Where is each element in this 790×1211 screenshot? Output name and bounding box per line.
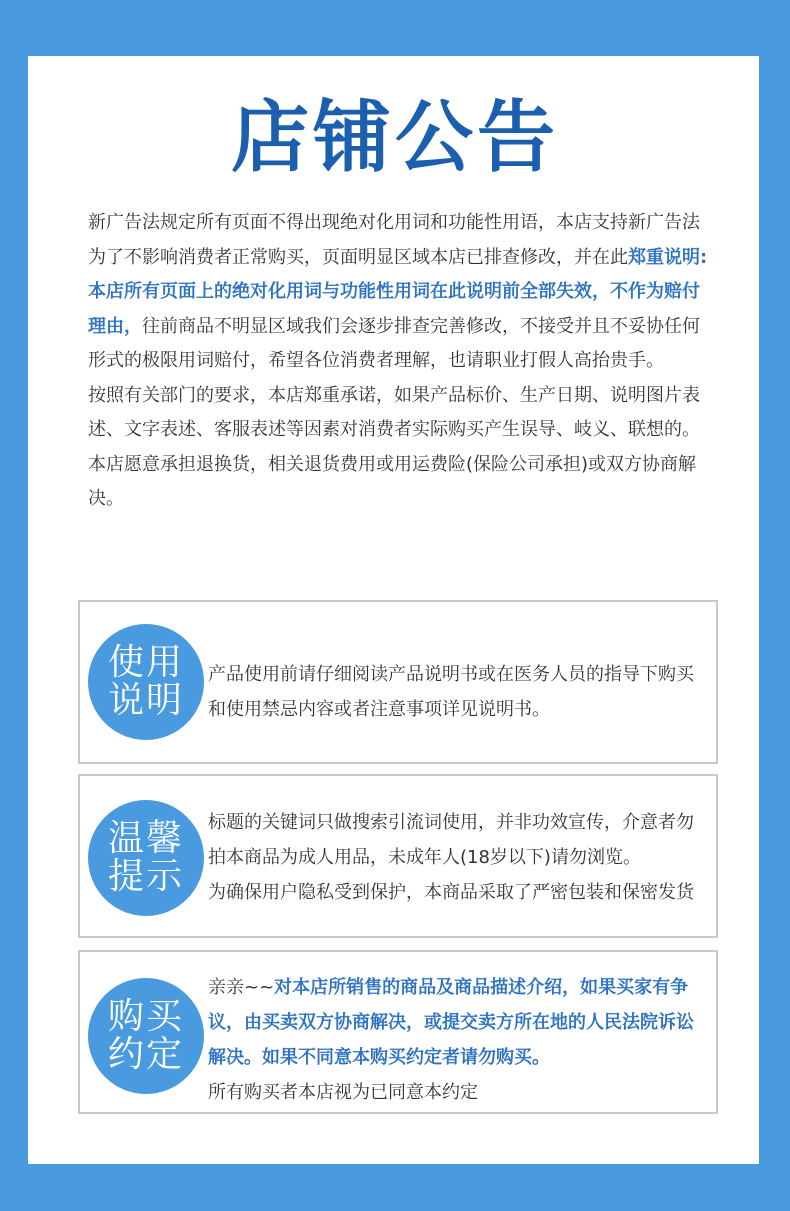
tips-text-paragraph-2: 为确保用户隐私受到保护，本商品采取了严密包装和保密发货 [208,882,694,903]
agreement-text [208,970,708,1110]
agreement-badge-line1: 购买 [107,996,184,1037]
intro-p1-start: 新广告法规定所有页面不得出现绝对化用词和功能性用语，本店支持新广告法为了不影响消费者正常购买，页面明显区域本店已排查修改，并在此 [88,212,700,268]
intro-paragraph-2: 按照有关部门的要求，本店郑重承诺，如果产品标价、生产日期、说明图片表述、文字表述、客服表述等因素对消费者实际购买产生误导、岐义、联想的。本店愿意承担退换货，相关退货费用或用运费险(保险公司承担)或双方协商解决。 [88,384,700,509]
agreement-badge-line2: 约定 [107,1034,184,1075]
intro-p1-end: 往前商品不明显区域我们会逐步排查完善修改，不接受并且不妥协任何形式的极限用词赔付，希望各位消费者理解，也请职业打假人高抬贵手。 [88,315,700,371]
intro-text [88,206,710,517]
agreement-box [78,950,718,1114]
tips-badge [88,800,204,916]
page-title: 店铺公告 [230,93,559,183]
tips-box [78,774,718,938]
usage-badge-line1: 使用 [107,642,184,683]
intro-p1-highlight: 郑重说明:本店所有页面上的绝对化用词与功能性用词在此说明前全部失效，不作为赔付理由， [88,246,708,337]
tips-badge-line1: 温馨 [107,818,184,859]
tips-text [208,805,708,910]
usage-text-paragraph: 产品使用前请仔细阅读产品说明书或在医务人员的指导下购买和使用禁忌内容或者注意事项详见说明书。 [208,664,694,720]
agreement-badge [88,978,204,1094]
usage-badge [88,624,204,740]
agreement-text-prefix: 亲亲~~ [208,977,275,998]
intro-paragraph-1 [88,206,710,379]
tips-text-paragraph-1: 标题的关键词只做搜索引流词使用，并非功效宣传，介意者勿拍本商品为成人用品，未成年人(18岁以下)请勿浏览。 [208,812,694,868]
usage-text [208,657,708,727]
usage-box [78,600,718,764]
agreement-text-paragraph-1 [208,970,708,1075]
usage-badge-line2: 说明 [107,680,184,721]
agreement-text-highlight: 对本店所销售的商品及商品描述介绍，如果买家有争议，由买卖双方协商解决，或提交卖方所在地的人民法院诉讼解决。如果不同意本购买约定者请勿购买。 [208,977,694,1068]
tips-badge-line2: 提示 [107,856,184,897]
agreement-text-paragraph-2: 所有购买者本店视为已同意本约定 [208,1082,478,1103]
